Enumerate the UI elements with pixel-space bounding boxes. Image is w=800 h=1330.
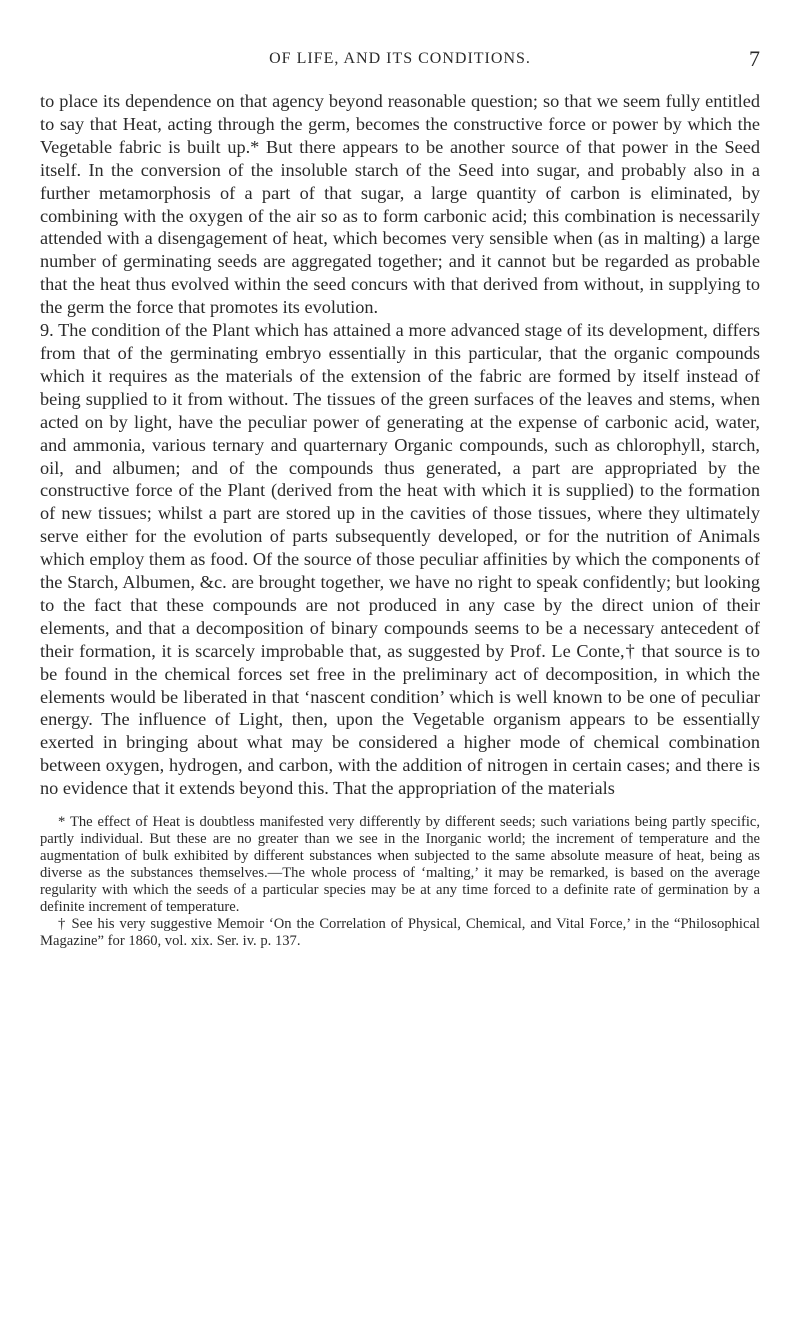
page-header	[40, 46, 760, 78]
footnote-dagger: † See his very suggestive Memoir ‘On the Correlation of Physical, Chemical, and Vital Force,’ in the “Philosophical Magazine” for 1860, vol. xix. Ser. iv. p. 137.	[40, 916, 760, 950]
body-text	[40, 90, 760, 800]
paragraph-continued: to place its dependence on that agency beyond reasonable question; so that we seem fully entitled to say that Heat, acting through the germ, becomes the constructive force or power by which the Vegetable fabric is built up.* But there appears to be another source of that power in the Seed itself. In the conversion of the insoluble starch of the Seed into sugar, and probably also in a further metamorphosis of a part of that sugar, a large quantity of carbon is eliminated, by combining with the oxygen of the air so as to form carbonic acid; this combination is necessarily attended with a disengagement of heat, which becomes very sensible when (as in malting) a large number of germinating seeds are aggregated together; and it cannot but be regarded as probable that the heat thus evolved within the seed concurs with that derived from without, in supplying to the germ the force that promotes its evolution.	[40, 91, 760, 318]
running-head: OF LIFE, AND ITS CONDITIONS.	[269, 50, 531, 67]
footnotes	[40, 814, 760, 950]
paragraph-section-9: 9. The condition of the Plant which has attained a more advanced stage of its development, differs from that of the germinating embryo essentially in this particular, that the organic compounds which it requires as the materials of the extension of the fabric are formed by itself instead of being supplied to it from without. The tissues of the green surfaces of the leaves and stems, when acted on by light, have the peculiar power of generating at the expense of carbonic acid, water, and ammonia, various ternary and quarternary Organic compounds, such as chlorophyll, starch, oil, and albumen; and of the compounds thus generated, a part are appropriated by the constructive force of the Plant (derived from the heat with which it is supplied) to the formation of new tissues; whilst a part are stored up in the cavities of those tissues, where they ultimately serve either for the evolution of parts subsequently developed, or for the nutrition of Animals which employ them as food. Of the source of those peculiar affinities by which the components of the Starch, Albumen, &c. are brought together, we have no right to speak confidently; but looking to the fact that these compounds are not produced in any case by the direct union of their elements, and that a decomposition of binary compounds seems to be a necessary antecedent of their formation, it is scarcely improbable that, as suggested by Prof. Le Conte,† that source is to be found in the chemical forces set free in the preliminary act of decomposition, in which the elements would be liberated in that ‘nascent condition’ which is well known to be one of peculiar energy. The influence of Light, then, upon the Vegetable organism appears to be essentially exerted in bringing about what may be considered a higher mode of chemical combination between oxygen, hydrogen, and carbon, with the addition of nitrogen in certain cases; and there is no evidence that it extends beyond this. That the appropriation of the materials	[40, 320, 760, 799]
footnote-asterisk: * The effect of Heat is doubtless manifested very differently by different seeds; such variations being partly specific, partly individual. But these are no greater than we see in the Inorganic world; the increment of temperature and the augmentation of bulk exhibited by different substances when subjected to the same absolute measure of heat, being as diverse as the substances themselves.—The whole process of ‘malting,’ it may be remarked, is based on the average regularity with which the seeds of a particular species may be at any time forced to a definite rate of germination by a definite increment of temperature.	[40, 814, 760, 916]
page-number: 7	[749, 46, 760, 71]
book-page	[40, 46, 760, 950]
